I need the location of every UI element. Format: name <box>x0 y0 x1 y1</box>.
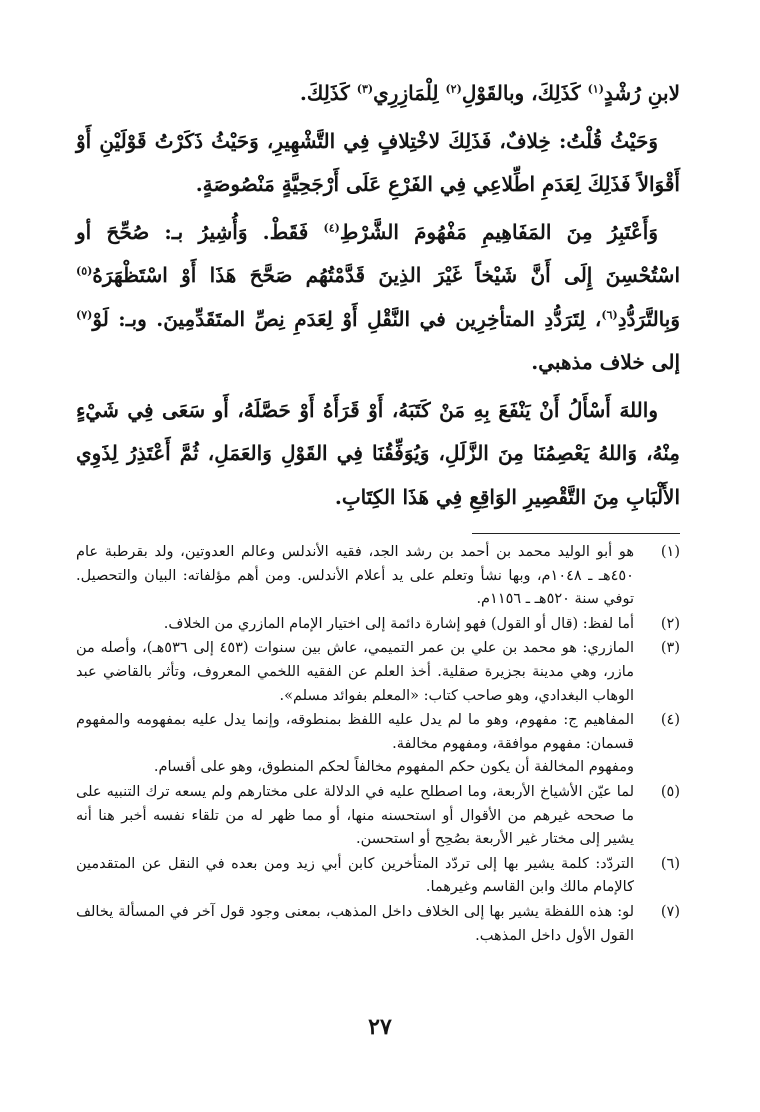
footnote-2 <box>76 613 680 637</box>
paragraph-1 <box>76 72 680 116</box>
footnote-ref-7[interactable]: (٧) <box>76 307 93 321</box>
main-text <box>76 72 680 523</box>
paragraph-4: واللهَ أَسْأَلُ أَنْ يَنْفَعَ بِهِ مَنْ كَتَبَهُ، أَوْ قَرَأَهُ أَوْ حَصَّلَهُ، أَو سَعَى فِي شَيْءٍ مِنْهُ، وَاللهُ يَعْصِمُنَا مِنَ الزَّلَلِ، وَيُوَفِّقُنَا فِي القَوْلِ وَالعَمَلِ، ثُمَّ أَعْتَذِرُ لِذَوِي الأَلْبَابِ مِنَ التَّقْصِيرِ الوَاقِعِ فِي هَذَا الكِتَابِ. <box>76 397 680 509</box>
footnote-ref-5[interactable]: (٥) <box>76 264 93 278</box>
footnote-ref-3[interactable]: (٣) <box>356 82 374 96</box>
footnote-ref-1[interactable]: (١) <box>587 82 604 96</box>
text-run: لابنِ رُشْدٍ <box>603 81 680 105</box>
footnote-number: (٤) <box>660 712 680 729</box>
footnote-number: (١) <box>660 544 680 560</box>
footnote-4 <box>76 709 680 780</box>
footnote-number: (٧) <box>660 903 680 920</box>
footnotes <box>76 541 680 949</box>
footnote-text: لما عيّن الأشياخ الأربعة، وما اصطلح عليه في الدلالة على مختارهم ولم يسعه ترك التنبيه على ما صححه غيرهم من الأقوال أو استحسنه منها، أو مما ظهر له من تلقاء نفسه أخبر هنا أنه يشير إلى مختار غير الأربعة بصُحِح أو استحسن. <box>76 783 634 848</box>
footnote-number: (٥) <box>660 783 680 800</box>
footnote-number: (٣) <box>660 640 680 657</box>
footnote-text: التردّد: كلمة يشير بها إلى تردّد المتأخرين كابن أبي زيد ومن بعده في النقل عن المتقدمين كالإمام مالك وابن القاسم وغيرهما. <box>76 855 634 896</box>
footnote-text: أما لفظ: (قال أو القول) فهو إشارة دائمة إلى اختيار الإمام المازري من الخلاف. <box>163 615 634 632</box>
footnote-3 <box>76 637 680 708</box>
paragraph-2: وَحَيْثُ قُلْتُ: خِلافٌ، فَذَلِكَ لاخْتِلافٍ فِي التَّشْهِيرِ، وَحَيْثُ ذَكَرْتُ قَوْلَيْنِ أَوْ أَقْوَالاً فَذَلِكَ لِعَدَمِ اطِّلاعِي فِي الفَرْعِ عَلَى أَرْجَحِيَّةٍ مَنْصُوصَةٍ. <box>76 128 680 196</box>
text-run: وَأَعْتَبِرُ مِنَ المَفَاهِيمِ مَفْهُومَ الشَّرْطِ <box>339 219 658 244</box>
footnote-number: (٢) <box>660 615 680 632</box>
text-run: فَقَطْ. وَأُشِيرُ بـ: صُحِّحَ أو اسْتُحْسِنَ إِلَى أَنَّ شَيْخاً غَيْرَ الذِينَ قَدَّمْتُهُم صَحَّحَ هَذَا أَوْ اسْتَظْهَرَهُ <box>76 219 680 287</box>
footnote-7 <box>76 901 680 948</box>
footnote-separator <box>472 533 680 534</box>
footnote-number: (٦) <box>660 855 680 872</box>
text-run: إلى خلاف مذهبي. <box>531 350 680 374</box>
footnote-6 <box>76 853 680 900</box>
footnote-5 <box>76 781 680 852</box>
footnote-text: المازري: هو محمد بن علي بن عمر التميمي، عاش بين سنوات (٤٥٣ إلى ٥٣٦هـ)، وأصله من مازر، وهي مدينة بجزيرة صقلية. أخذ العلم عن الفقيه اللخمي المعروف، وتأثر بالقاضي عبد الوهاب البغدادي، وهو صاحب كتاب: «المعلم بفوائد مسلم». <box>76 640 635 704</box>
text-run: كَذَلِكَ، وبالقَوْلِ <box>461 81 588 105</box>
text-run: لِلْمَازِرِي <box>373 81 446 105</box>
text-run: وَبِالتَّرَدُّدِ <box>617 306 680 331</box>
page-number: ٢٧ <box>368 1014 392 1040</box>
footnote-ref-6[interactable]: (٦) <box>601 307 618 321</box>
footnote-text: لو: هذه اللفظة يشير بها إلى الخلاف داخل المذهب، بمعنى وجود قول آخر في المسألة يخالف القول الأول داخل المذهب. <box>76 903 634 944</box>
footnote-1 <box>76 541 680 612</box>
footnote-text: المفاهيم ج: مفهوم، وهو ما لم يدل عليه اللفظ بمنطوقه، وإنما يدل عليه بمفهومه والمفهوم قسمان: مفهوم موافقة، ومفهوم مخالفة. <box>76 712 634 752</box>
footnote-text: ومفهوم المخالفة أن يكون حكم المفهوم مخالفاً لحكم المنطوق، وهو على أقسام. <box>153 759 634 776</box>
text-run: كَذَلِكَ. <box>299 81 357 105</box>
footnote-ref-4[interactable]: (٤) <box>323 220 340 234</box>
paragraph-3 <box>76 211 680 385</box>
text-run: ، لِتَرَدُّدِ المتأخِرِين في النَّقْلِ أَوْ لِعَدَمِ نِصِّ المتَقَدِّمِينَ. وبـ: لَوْ <box>92 306 602 331</box>
footnote-text: هو أبو الوليد محمد بن أحمد بن رشد الجد، فقيه الأندلس وعالم العدوتين، ولد بقرطبة عام ٤٥٠هـ ـ ١٠٤٨م، وبها نشأ وتعلم على يد أعلام الأندلس. ومن أهم مؤلفاته: البيان والتحصيل. توفي سنة ٥٢٠هـ ـ ١١٥٦م. <box>76 544 634 608</box>
footnote-ref-2[interactable]: (٢) <box>445 82 462 96</box>
